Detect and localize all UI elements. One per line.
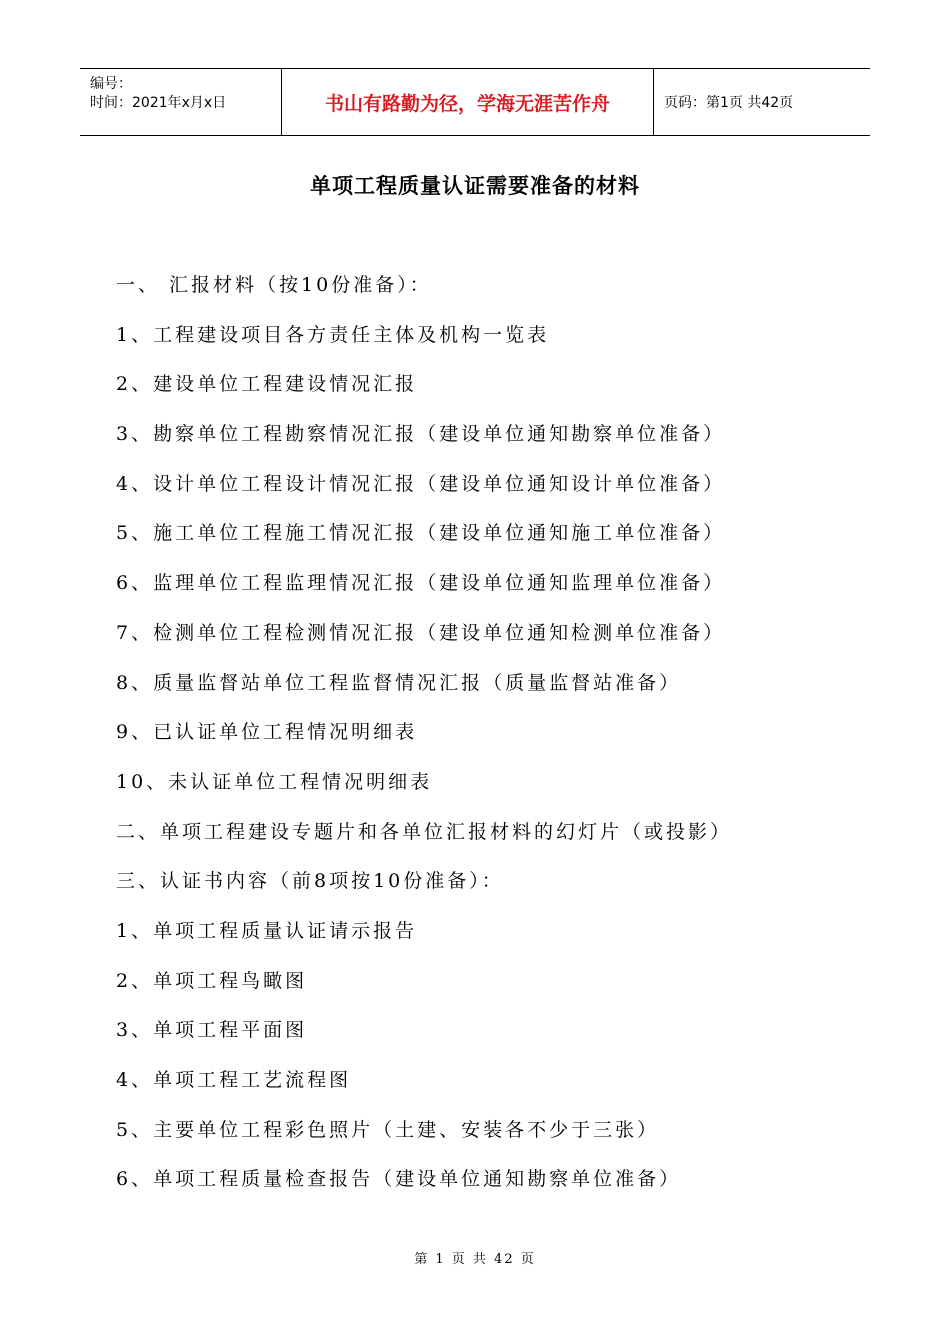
list-item: 7、检测单位工程检测情况汇报（建设单位通知检测单位准备） [116,621,726,644]
page-footer: 第 1 页 共 42 页 [414,1252,536,1267]
document-title: 单项工程质量认证需要准备的材料 [310,174,640,198]
list-item: 1、工程建设项目各方责任主体及机构一览表 [116,323,550,346]
list-item: 6、单项工程质量检查报告（建设单位通知勘察单位准备） [116,1168,682,1191]
date-label: 时间：2021年x月x日 [90,95,227,111]
list-item: 4、单项工程工艺流程图 [116,1069,352,1091]
list-item: 3、单项工程平面图 [116,1019,308,1042]
page-info-text: 页码：第1页 共42页 [664,95,794,111]
list-item: 10、未认证单位工程情况明细表 [116,770,433,793]
list-item: 2、单项工程鸟瞰图 [116,969,308,992]
list-item: 8、质量监督站单位工程监督情况汇报（质量监督站准备） [116,671,682,694]
list-item: 4、设计单位工程设计情况汇报（建设单位通知设计单位准备） [116,472,726,495]
list-item: 9、已认证单位工程情况明细表 [116,721,418,744]
document-body [116,268,876,1212]
section-heading-1: 一、 汇报材料（按10份准备）： [116,274,432,296]
header-info-cell [80,69,282,135]
list-item: 2、建设单位工程建设情况汇报 [116,373,418,396]
list-item: 5、施工单位工程施工情况汇报（建设单位通知施工单位准备） [116,522,726,545]
list-item: 3、勘察单位工程勘察情况汇报（建设单位通知勘察单位准备） [116,423,726,446]
header-table [80,68,870,136]
motto-text: 书山有路勤为径，学海无涯苦作舟 [324,92,610,115]
number-label: 编号： [90,76,132,92]
page-info-cell [654,69,870,135]
list-item: 1、单项工程质量认证请示报告 [116,919,418,942]
section-heading-3: 三、认证书内容（前8项按10份准备）： [116,870,504,893]
motto-cell [282,69,654,135]
list-item: 6、监理单位工程监理情况汇报（建设单位通知监理单位准备） [116,572,726,595]
section-heading-2: 二、单项工程建设专题片和各单位汇报材料的幻灯片（或投影） [116,820,733,843]
list-item: 5、主要单位工程彩色照片（土建、安装各不少于三张） [116,1118,660,1141]
